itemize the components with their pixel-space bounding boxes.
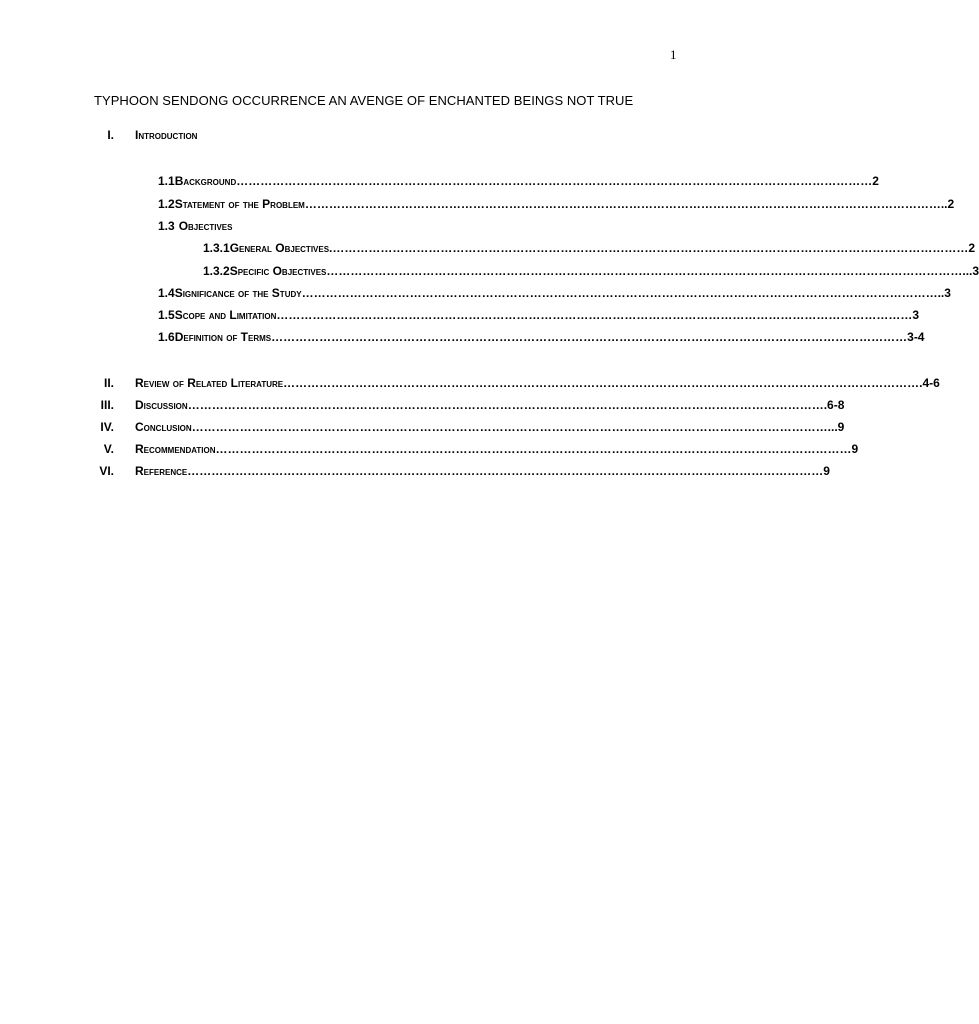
- entry-label: Reference: [135, 464, 188, 478]
- dot-leader: ……………………………………………………………………………………………………………………………………………: [326, 264, 963, 278]
- entry-page: 9: [851, 442, 859, 456]
- toc-entry[interactable]: [203, 241, 976, 255]
- section-label: Introduction: [135, 128, 198, 142]
- entry-label: Discussion: [135, 398, 188, 412]
- dot-leader: ……………………………………………………………………………………………………………………………………………: [304, 197, 941, 211]
- toc-entry[interactable]: [135, 398, 845, 412]
- entry-number: 1.3.2: [203, 264, 230, 278]
- entry-label: Recommendation: [135, 442, 216, 456]
- dot-leader: ……………………………………………………………………………………………………………………………………………: [332, 241, 969, 255]
- entry-number: 1.1: [158, 174, 175, 188]
- toc-entry[interactable]: [135, 464, 830, 478]
- toc-entry[interactable]: [158, 197, 955, 211]
- dot-leader: ……………………………………………………………………………………………………………………………………………: [187, 398, 824, 412]
- page-number: 1: [670, 47, 677, 62]
- entry-label: Objectives: [178, 219, 233, 233]
- entry-page: 3-4: [907, 330, 925, 344]
- entry-label: General Objectives.: [229, 241, 333, 255]
- entry-number: 1.6: [158, 330, 175, 344]
- entry-page: ...3: [962, 264, 979, 278]
- section-numeral: VI.: [99, 464, 114, 478]
- entry-page: 9: [823, 464, 830, 478]
- toc-entry[interactable]: [135, 376, 940, 390]
- entry-page: ..2: [940, 197, 955, 211]
- entry-label: Scope and Limitation: [174, 308, 277, 322]
- dot-leader: ……………………………………………………………………………………………………………………………………………: [271, 330, 908, 344]
- entry-number: 1.3.1: [203, 241, 230, 255]
- dot-leader: ……………………………………………………………………………………………………………………………………………: [187, 464, 824, 478]
- entry-page: 3: [912, 308, 920, 322]
- entry-number: 1.4: [158, 286, 175, 300]
- section-numeral: III.: [100, 398, 114, 412]
- entry-label: Significance of the Study: [174, 286, 302, 300]
- section-numeral: V.: [103, 442, 114, 456]
- dot-leader: ……………………………………………………………………………………………………………………………………………: [215, 442, 852, 456]
- toc-entry[interactable]: [135, 420, 845, 434]
- dot-leader: ……………………………………………………………………………………………………………………………………………: [191, 420, 828, 434]
- dot-leader: ……………………………………………………………………………………………………………………………………………: [283, 376, 920, 390]
- dot-leader: ……………………………………………………………………………………………………………………………………………: [236, 174, 873, 188]
- entry-label: Specific Objectives: [229, 264, 327, 278]
- toc-entry[interactable]: [158, 219, 232, 233]
- entry-number: 1.2: [158, 197, 175, 211]
- entry-label: Conclusion: [135, 420, 192, 434]
- entry-label: Review of Related Literature: [135, 376, 284, 390]
- document-title: TYPHOON SENDONG OCCURRENCE AN AVENGE OF ENCHANTED BEINGS NOT TRUE: [94, 93, 634, 108]
- toc-entry[interactable]: [135, 442, 859, 456]
- entry-label: Background: [174, 174, 237, 188]
- entry-page: .4-6: [919, 376, 940, 390]
- toc-entry[interactable]: [158, 330, 925, 344]
- entry-page: ...9: [827, 420, 845, 434]
- toc-entry[interactable]: [158, 286, 951, 300]
- entry-label: Statement of the Problem: [174, 197, 305, 211]
- entry-page: 2: [968, 241, 976, 255]
- section-title: [135, 128, 197, 142]
- dot-leader: ……………………………………………………………………………………………………………………………………………: [276, 308, 913, 322]
- entry-label: Definition of Terms: [174, 330, 272, 344]
- section-numeral: IV.: [100, 420, 114, 434]
- dot-leader: ……………………………………………………………………………………………………………………………………………: [301, 286, 938, 300]
- entry-number: 1.5: [158, 308, 175, 322]
- toc-entry[interactable]: [158, 308, 920, 322]
- entry-number: 1.3: [158, 219, 175, 233]
- entry-page: 2: [872, 174, 879, 188]
- section-numeral: II.: [103, 376, 114, 390]
- toc-entry[interactable]: [158, 174, 879, 188]
- entry-page: .6-8: [823, 398, 845, 412]
- toc-entry[interactable]: [203, 264, 979, 278]
- section-numeral: I.: [107, 128, 114, 142]
- entry-page: ..3: [937, 286, 951, 300]
